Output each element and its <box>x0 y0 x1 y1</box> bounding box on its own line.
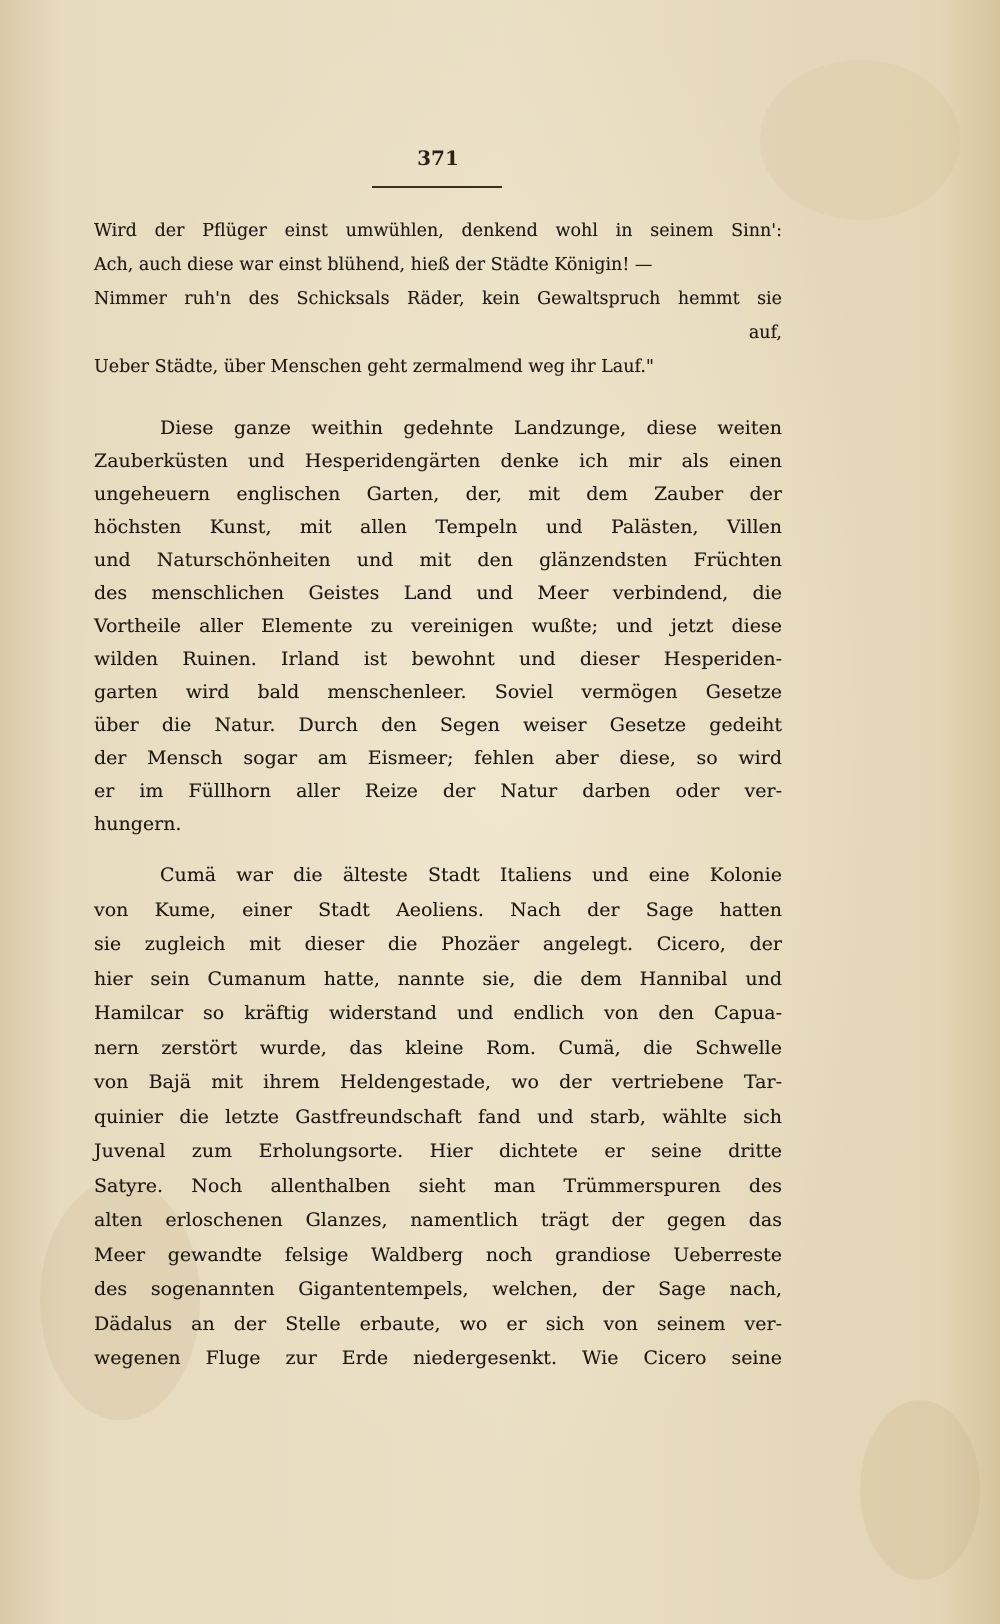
text-line: von Kume, einer Stadt Aeoliens. Nach der Sage hatten <box>94 898 782 921</box>
text-line: wilden Ruinen. Irland ist bewohnt und dieser Hesperiden- <box>94 648 782 670</box>
text-line: ungeheuern englischen Garten, der, mit dem Zauber der <box>94 483 782 505</box>
verse-block <box>94 214 782 384</box>
text-line: Juvenal zum Erholungsorte. Hier dichtete er seine dritte <box>94 1140 782 1162</box>
text-line: nern zerstört wurde, das kleine Rom. Cumä, die Schwelle <box>94 1036 782 1059</box>
text-line: von Bajä mit ihrem Heldengestade, wo der vertriebene Tar- <box>94 1071 782 1093</box>
text-line: der Mensch sogar am Eismeer; fehlen aber diese, so wird <box>94 747 782 769</box>
text-line: sie zugleich mit dieser die Phozäer angelegt. Cicero, der <box>94 933 782 955</box>
paper-stain <box>760 60 960 220</box>
text-line: über die Natur. Durch den Segen weiser Gesetze gedeiht <box>94 714 782 736</box>
text-line: wegenen Fluge zur Erde niedergesenkt. Wie Cicero seine <box>94 1347 782 1369</box>
text-line: alten erloschenen Glanzes, namentlich trägt der gegen das <box>94 1209 782 1231</box>
text-line: und Naturschönheiten und mit den glänzendsten Früchten <box>94 549 782 571</box>
text-line: Dädalus an der Stelle erbaute, wo er sich von seinem ver- <box>94 1312 782 1335</box>
text-line: Cumä war die älteste Stadt Italiens und eine Kolonie <box>160 864 782 886</box>
text-line: hungern. <box>94 813 182 835</box>
header-rule <box>372 186 502 188</box>
text-line: er im Füllhorn aller Reize der Natur darben oder ver- <box>94 780 782 802</box>
verse-line-continuation: auf, <box>748 323 782 343</box>
verse-line: Nimmer ruh'n des Schicksals Räder, kein Gewaltspruch hemmt sie <box>94 289 782 309</box>
verse-line: Ueber Städte, über Menschen geht zermalmend weg ihr Lauf." <box>94 357 654 377</box>
verse-line: Wird der Pflüger einst umwühlen, denkend wohl in seinem Sinn': <box>94 221 782 241</box>
text-line: Hamilcar so kräftig widerstand und endlich von den Capua- <box>94 1002 782 1024</box>
text-line: quinier die letzte Gastfreundschaft fand und starb, wählte sich <box>94 1105 782 1128</box>
paper-stain <box>860 1400 980 1580</box>
text-line: Vortheile aller Elemente zu vereinigen wußte; und jetzt diese <box>94 615 782 637</box>
text-line: des menschlichen Geistes Land und Meer verbindend, die <box>94 582 782 604</box>
text-line: Zauberküsten und Hesperidengärten denke ich mir als einen <box>94 450 782 472</box>
text-line: höchsten Kunst, mit allen Tempeln und Palästen, Villen <box>94 516 782 538</box>
text-line: Meer gewandte felsige Waldberg noch grandiose Ueberreste <box>94 1243 782 1266</box>
text-line: garten wird bald menschenleer. Soviel vermögen Gesetze <box>94 681 782 703</box>
text-line: hier sein Cumanum hatte, nannte sie, die dem Hannibal und <box>94 967 782 990</box>
text-line: Satyre. Noch allenthalben sieht man Trümmerspuren des <box>94 1174 782 1197</box>
text-line: Diese ganze weithin gedehnte Landzunge, diese weiten <box>160 417 782 439</box>
text-line: des sogenannten Gigantentempels, welchen, der Sage nach, <box>94 1278 782 1300</box>
page-number: 371 <box>417 146 459 170</box>
paragraph-2 <box>94 858 782 1376</box>
verse-line: Ach, auch diese war einst blühend, hieß der Städte Königin! — <box>94 255 653 275</box>
paragraph-1 <box>94 412 782 841</box>
